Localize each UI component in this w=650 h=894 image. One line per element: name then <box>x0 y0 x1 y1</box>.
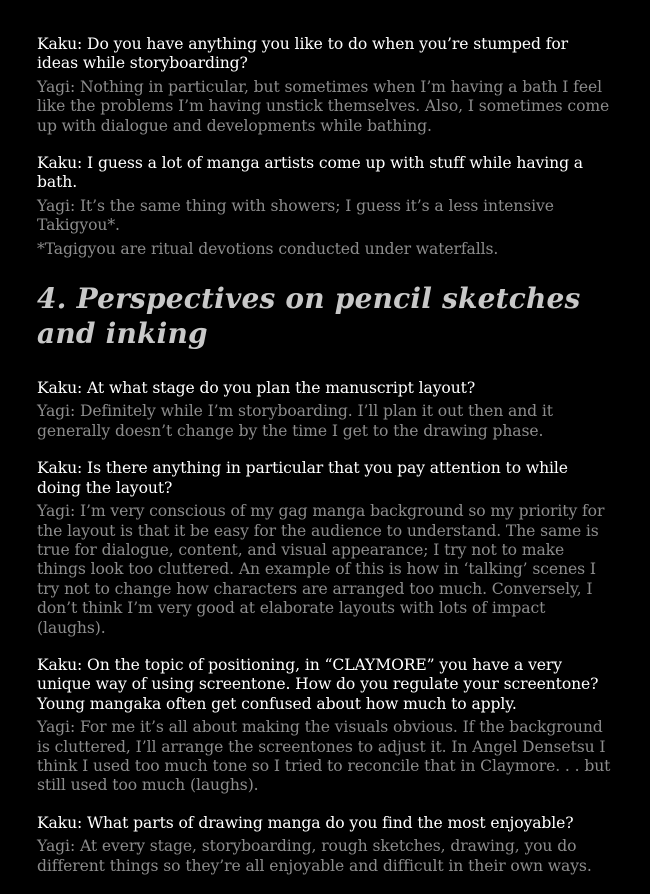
footnote: *Tagigyou are ritual devotions conducted under waterfalls. <box>37 239 499 258</box>
interviewer-question: Kaku: On the topic of positioning, in “CLAYMORE” you have a very unique way of using screentone. How do you regulate your screentone? Young mangaka often get confused about how much to apply. <box>37 655 599 713</box>
interviewer-question: Kaku: I guess a lot of manga artists come up with stuff while having a bath. <box>37 154 584 192</box>
qa-block <box>37 814 612 876</box>
interviewee-answer: Yagi: Nothing in particular, but sometimes when I’m having a bath I feel like the problems I’m having unstick themselves. Also, I sometimes come up with dialogue and developments while bathing. <box>37 77 610 135</box>
interviewee-answer: Yagi: For me it’s all about making the visuals obvious. If the background is cluttered, I’ll arrange the screentones to adjust it. In Angel Densetsu I think I used too much tone so I tried to reconcile that in Claymore. . . but still used too much (laughs). <box>37 718 611 795</box>
interviewee-answer: Yagi: It’s the same thing with showers; I guess it’s a less intensive Takigyou*. <box>37 196 554 235</box>
qa-block <box>37 459 612 638</box>
qa-block <box>37 35 612 136</box>
interviewee-answer: Yagi: Definitely while I’m storyboarding. I’ll plan it out then and it generally doesn’t change by the time I get to the drawing phase. <box>37 402 553 440</box>
interviewer-question: Kaku: Do you have anything you like to do when you’re stumped for ideas while storyboarding? <box>37 35 569 73</box>
interviewee-answer: Yagi: At every stage, storyboarding, rough sketches, drawing, you do different things so they’re all enjoyable and difficult in their own ways. <box>37 837 592 875</box>
interview-page <box>37 35 612 894</box>
qa-block <box>37 379 612 441</box>
interviewee-answer: Yagi: I’m very conscious of my gag manga background so my priority for the layout is that it be easy for the audience to understand. The same is true for dialogue, content, and visual appearance; I try not to make things look too cluttered. An example of this is how in ‘talking’ scenes I try not to change how characters are arranged too much. Conversely, I don’t think I’m very good at elaborate layouts with lots of impact (laughs). <box>37 502 605 637</box>
interviewer-question: Kaku: At what stage do you plan the manuscript layout? <box>37 379 476 398</box>
section-heading: 4. Perspectives on pencil sketches and inking <box>37 282 581 351</box>
qa-block <box>37 656 612 796</box>
interviewer-question: Kaku: Is there anything in particular that you pay attention to while doing the layout? <box>37 459 568 497</box>
interviewer-question: Kaku: What parts of drawing manga do you find the most enjoyable? <box>37 813 574 832</box>
qa-block <box>37 154 612 259</box>
